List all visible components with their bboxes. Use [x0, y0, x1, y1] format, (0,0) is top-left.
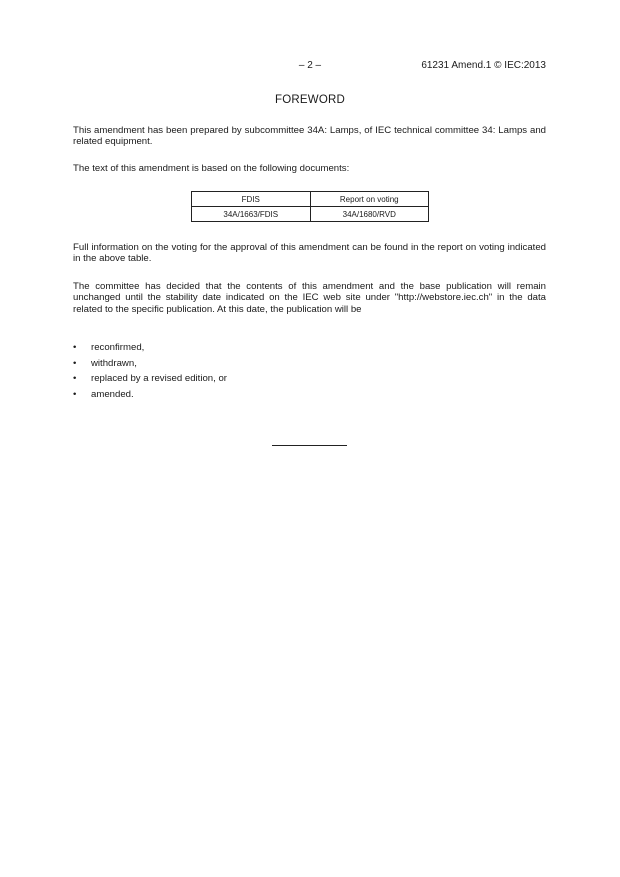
bullet-icon: •	[73, 342, 77, 353]
paragraph-based-on: The text of this amendment is based on the following documents:	[73, 163, 350, 174]
list-item	[73, 356, 227, 372]
table-header-cell: FDIS	[192, 192, 311, 207]
table-header-row	[192, 192, 429, 207]
table-cell: 34A/1663/FDIS	[192, 207, 311, 222]
documents-table	[191, 191, 429, 222]
list-item	[73, 387, 227, 403]
table-header-cell: Report on voting	[310, 192, 429, 207]
list-item-text: amended.	[91, 388, 134, 400]
page-number: – 2 –	[298, 60, 322, 71]
section-title: FOREWORD	[275, 94, 345, 106]
bullet-icon: •	[73, 357, 77, 369]
paragraph-voting-info: Full information on the voting for the approval of this amendment can be found in the report on voting indicated in the above table.	[73, 242, 546, 265]
bullet-icon: •	[73, 373, 77, 384]
list-item-text: replaced by a revised edition, or	[91, 373, 227, 384]
outcome-list	[73, 340, 227, 402]
paragraph-stability: The committee has decided that the contents of this amendment and the base publication will remain unchanged until the stability date indicated on the IEC web site under "http://webstore.iec.ch" in the data related to the specific publication. At this date, the publication will be	[73, 281, 546, 315]
document-reference: 61231 Amend.1 © IEC:2013	[421, 60, 546, 71]
end-divider	[272, 445, 347, 446]
bullet-icon: •	[73, 388, 77, 400]
list-item-text: reconfirmed,	[91, 342, 145, 353]
paragraph-preparation: This amendment has been prepared by subcommittee 34A: Lamps, of IEC technical committee 34: Lamps and related equipment.	[73, 125, 546, 148]
list-item	[73, 371, 227, 387]
list-item-text: withdrawn,	[91, 357, 137, 369]
table-row	[192, 207, 429, 222]
list-item	[73, 340, 227, 356]
table-cell: 34A/1680/RVD	[310, 207, 429, 222]
